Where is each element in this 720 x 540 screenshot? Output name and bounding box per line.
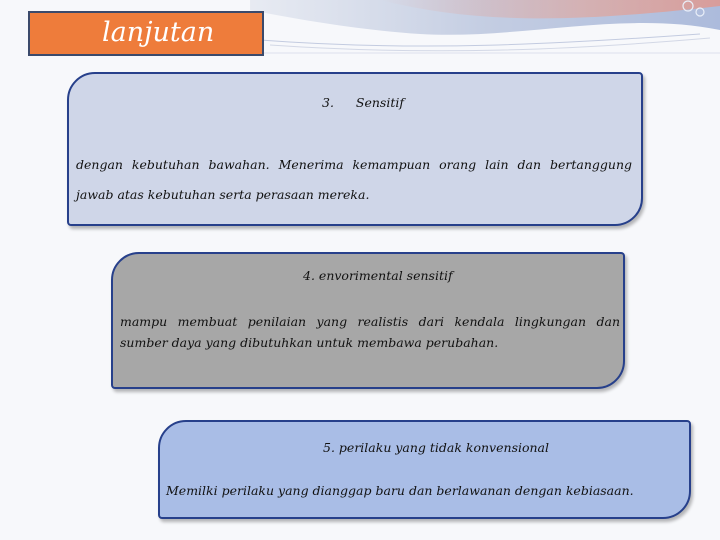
panel-body: dengan kebutuhan bawahan. Menerima kemampuan orang lain dan bertanggung jawab atas kebutuhan serta perasaan mereka. xyxy=(76,157,632,202)
panel-heading-text: Sensitif xyxy=(355,95,404,110)
slide-title: lanjutan xyxy=(102,17,215,48)
panel-heading-text: perilaku yang tidak konvensional xyxy=(338,440,550,455)
panel-sensitif xyxy=(67,72,643,226)
panel-body: Memilki perilaku yang dianggap baru dan berlawanan dengan kebiasaan. xyxy=(166,483,634,498)
panel-heading xyxy=(323,440,549,455)
panel-body: mampu membuat penilaian yang realistis dari kendala lingkungan dan sumber daya yang dibutuhkan untuk membawa perubahan. xyxy=(120,314,620,350)
panel-number: 3. xyxy=(322,95,334,110)
panel-heading-text: envorimental sensitif xyxy=(318,268,453,283)
panel-heading xyxy=(322,95,404,110)
panel-heading xyxy=(303,268,453,283)
panel-envorimental-sensitif xyxy=(111,252,625,389)
panel-number: 4. xyxy=(303,268,315,283)
title-banner xyxy=(28,11,264,56)
panel-perilaku xyxy=(158,420,691,519)
panel-number: 5. xyxy=(323,440,335,455)
